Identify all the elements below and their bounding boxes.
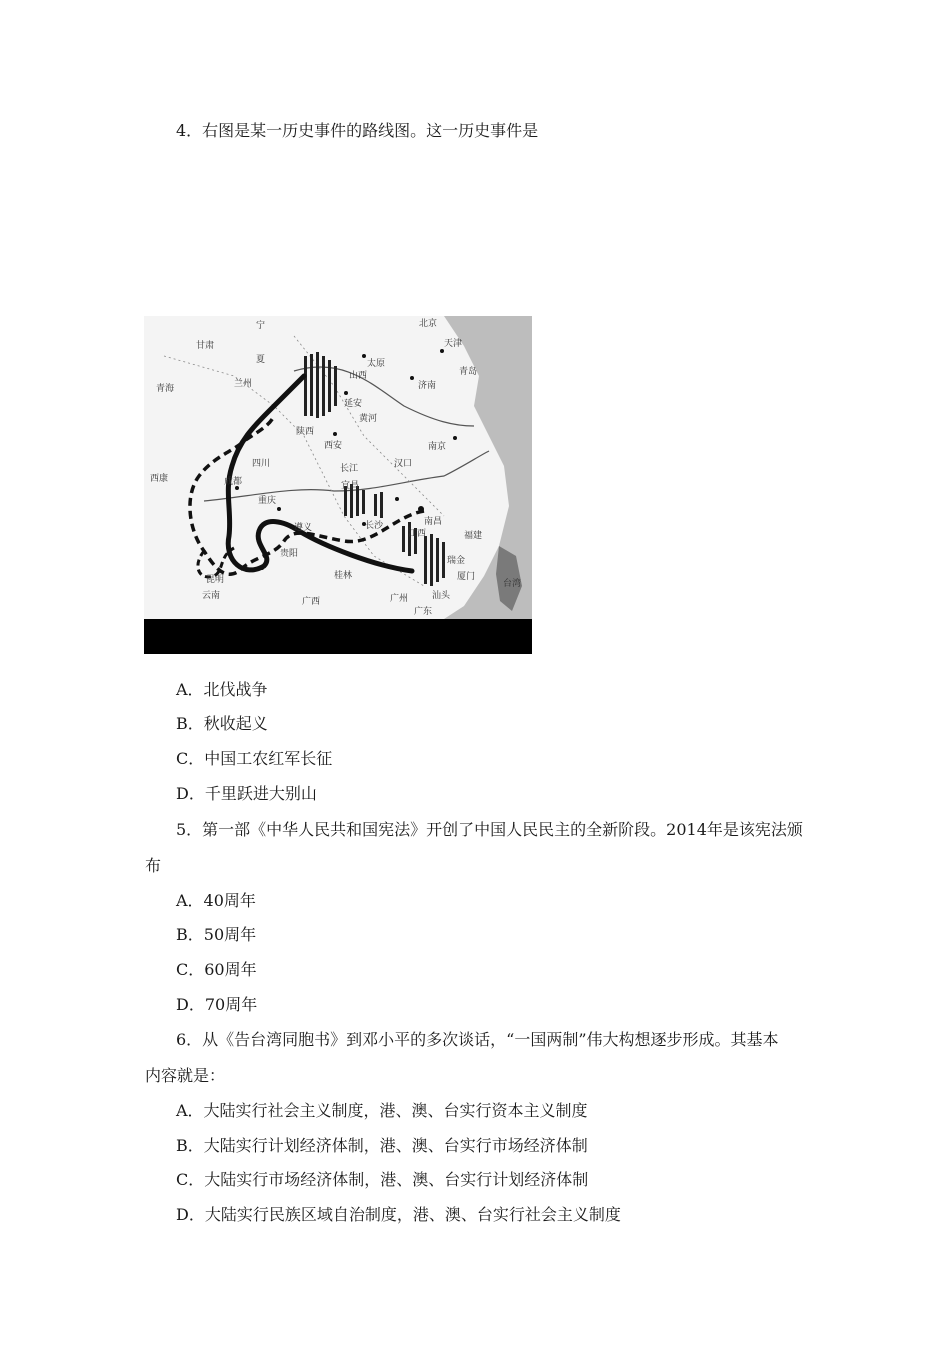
- map-label: 江西: [408, 529, 427, 539]
- map-label: 兰州: [234, 379, 253, 389]
- question-4-option-c[interactable]: C．中国工农红军长征: [176, 749, 333, 768]
- question-6-option-c[interactable]: C．大陆实行市场经济体制，港、澳、台实行计划经济体制: [176, 1170, 589, 1189]
- map-label: 遵义: [294, 523, 313, 533]
- map-label: 福建: [464, 531, 483, 541]
- question-6-stem: 6．从《告台湾同胞书》到邓小平的多次谈话，“一国两制”伟大构想逐步形成。其基本: [176, 1030, 779, 1049]
- route-map-image: [144, 316, 532, 654]
- question-6-option-a[interactable]: A．大陆实行社会主义制度，港、澳、台实行资本主义制度: [176, 1101, 588, 1120]
- question-4-stem: 4．右图是某一历史事件的路线图。这一历史事件是: [176, 121, 539, 140]
- question-6-option-d[interactable]: D．大陆实行民族区域自治制度，港、澳、台实行社会主义制度: [176, 1205, 621, 1224]
- map-label: 北京: [419, 319, 438, 329]
- map-label: 桂林: [334, 571, 353, 581]
- map-label: 台湾: [503, 579, 522, 589]
- route-map-drawing: [144, 316, 532, 619]
- map-label: 汕头: [432, 591, 451, 601]
- map-label: 昆明: [206, 575, 225, 585]
- question-6-stem-continued: 内容就是：: [145, 1066, 226, 1085]
- map-label: 天津: [444, 339, 463, 349]
- map-label: 四川: [252, 459, 271, 469]
- map-label: 青海: [156, 384, 175, 394]
- map-label: 青岛: [459, 367, 478, 377]
- question-5-option-c[interactable]: C．60周年: [176, 960, 257, 979]
- route-dashed-1: [190, 416, 427, 574]
- map-label: 广东: [414, 607, 433, 617]
- question-5-stem: 5．第一部《中华人民共和国宪法》开创了中国人民民主的全新阶段。2014年是该宪法颁: [176, 820, 803, 839]
- map-label: 瑞金: [447, 556, 466, 566]
- map-label: 成都: [224, 477, 243, 487]
- map-label: 陕西: [296, 427, 315, 437]
- question-4-option-d[interactable]: D．千里跃进大别山: [176, 784, 317, 803]
- main-route-solid: [228, 376, 412, 571]
- map-black-bar: [144, 619, 532, 654]
- map-label: 南京: [428, 442, 447, 452]
- question-5-option-b[interactable]: B．50周年: [176, 925, 257, 944]
- yellow-river: [294, 367, 474, 426]
- map-label: 宁: [256, 321, 266, 331]
- map-label: 贵阳: [280, 549, 299, 559]
- map-label: 宜昌: [341, 481, 360, 491]
- map-label: 夏: [256, 355, 266, 365]
- hatched-base-area-north: [304, 352, 337, 418]
- map-label: 云南: [202, 591, 221, 601]
- question-4-option-b[interactable]: B．秋收起义: [176, 714, 268, 733]
- map-label: 西康: [150, 474, 169, 484]
- question-5-option-d[interactable]: D．70周年: [176, 995, 258, 1014]
- map-label: 广西: [302, 597, 321, 607]
- map-label: 太原: [367, 359, 386, 369]
- map-label: 长沙: [365, 521, 384, 531]
- map-label: 南昌: [424, 517, 443, 527]
- map-label: 黄河: [359, 414, 378, 424]
- question-5-option-a[interactable]: A．40周年: [176, 891, 256, 910]
- map-label: 长江: [340, 464, 359, 474]
- map-label: 广州: [390, 594, 409, 604]
- map-label: 厦门: [457, 572, 476, 582]
- map-label: 西安: [324, 441, 343, 451]
- question-5-stem-continued: 布: [145, 856, 162, 875]
- map-label: 延安: [344, 399, 363, 409]
- map-label: 甘肃: [196, 341, 215, 351]
- map-label: 山西: [349, 371, 368, 381]
- question-4-option-a[interactable]: A．北伐战争: [176, 680, 268, 699]
- question-6-option-b[interactable]: B．大陆实行计划经济体制，港、澳、台实行市场经济体制: [176, 1136, 588, 1155]
- map-label: 汉口: [394, 459, 413, 469]
- map-label: 重庆: [258, 496, 277, 506]
- map-label: 济南: [418, 381, 437, 391]
